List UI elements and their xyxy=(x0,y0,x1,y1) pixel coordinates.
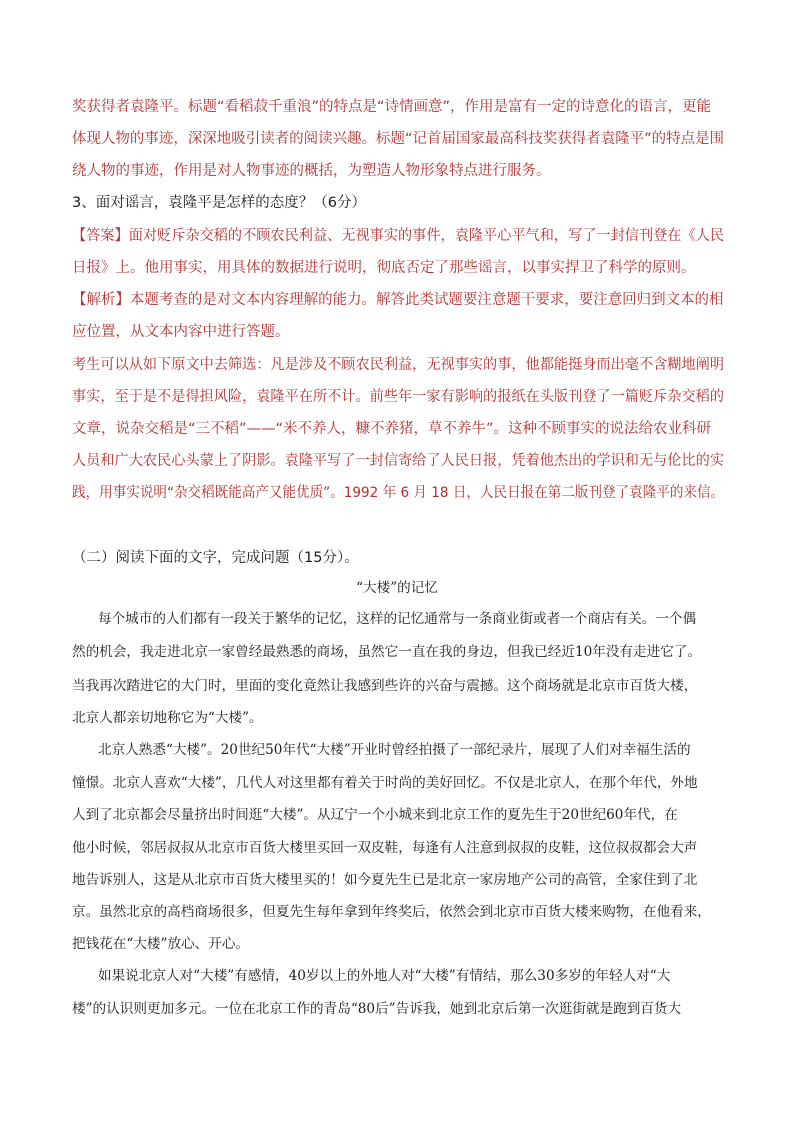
excerpt-line xyxy=(72,483,724,503)
article-line: 楼”的认识则更加多元。一位在北京工作的青岛“80后”告诉我，她到北京后第一次逛街就是跑到百货大 xyxy=(72,1001,682,1017)
question-3: 3、面对谣言，袁隆平是怎样的态度？（6分） xyxy=(72,195,366,211)
excerpt-line: 文章，说杂交稻是“三不稻”——“米不养人，糠不养猪，草不养牛”。这种不顾事实的说法给农业科研 xyxy=(72,421,712,437)
article-line: 地告诉别人，这是从北京市百货大楼里买的！如今夏先生已是北京一家房地产公司的高管，全家住到了北 xyxy=(72,872,698,888)
section-heading: （二）阅读下面的文字，完成问题（15分）。 xyxy=(72,550,359,566)
excerpt-line: 事实，至于是不是得担风险，袁隆平在所不计。前些年一家有影响的报纸在头版刊登了一篇贬斥杂交稻的 xyxy=(72,389,724,405)
article-line: 京。虽然北京的高档商场很多，但夏先生每年拿到年终奖后，依然会到北京市百货大楼来购物，在他看来， xyxy=(72,904,711,920)
article-line: 北京人都亲切地称它为“大楼”。 xyxy=(72,710,263,726)
analysis-tag: 【解析】 xyxy=(72,292,130,308)
analysis-line: 应位置，从文本内容中进行答题。 xyxy=(72,324,290,340)
analysis-line: 奖获得者袁隆平。标题“看稻菽千重浪”的特点是“诗情画意”，作用是富有一定的诗意化的语言，更能 xyxy=(72,99,712,115)
article-line: 然的机会，我走进北京一家曾经最熟悉的商场，虽然它一直在我的身边，但我已经近10年没有走进它了。 xyxy=(72,644,702,660)
analysis-line: 绕人物的事迹，作用是对人物事迹的概括，为塑造人物形象特点进行服务。 xyxy=(72,163,551,179)
analysis-text: 本题考查的是对文本内容理解的能力。解答此类试题要注意题干要求，要注意回归到文本的相 xyxy=(129,292,724,308)
article-line: 如果说北京人对“大楼”有感情，40岁以上的外地人对“大楼”有情结，那么30多岁的年轻人对“大 xyxy=(98,968,671,984)
article-line: 当我再次踏进它的大门时，里面的变化竟然让我感到些许的兴奋与震撼。这个商场就是北京市百货大楼， xyxy=(72,678,698,694)
article-line: 每个城市的人们都有一段关于繁华的记忆，这样的记忆通常与一条商业街或者一个商店有关。一个偶 xyxy=(98,611,697,627)
excerpt-text: 践，用事实说明 xyxy=(72,485,167,501)
article-line: 把钱花在“大楼”放心、开心。 xyxy=(72,936,250,952)
analysis-line xyxy=(72,290,724,310)
excerpt-quote: “杂交稻既能高产又能优质” xyxy=(166,485,331,501)
answer-text: 面对贬斥杂交稻的不顾农民利益、无视事实的事件，袁隆平心平气和，写了一封信刊登在《人民 xyxy=(128,228,724,244)
excerpt-text: 。1992 年 6 月 18 日，人民日报在第二版刊登了袁隆平的来信。 xyxy=(330,485,725,501)
excerpt-line: 考生可以从如下原文中去筛选：凡是涉及不顾农民利益，无视事实的事，他都能挺身而出毫不含糊地阐明 xyxy=(72,357,724,373)
article-title: “大楼”的记忆 xyxy=(356,580,438,596)
answer-line xyxy=(72,226,724,246)
answer-tag: 【答案】 xyxy=(72,228,129,244)
article-line: 人到了北京都会尽量挤出时间逛“大楼”。从辽宁一个小城来到北京工作的夏先生于20世纪60年代，在 xyxy=(72,807,678,823)
analysis-line: 体现人物的事迹，深深地吸引读者的阅读兴趣。标题“记首届国家最高科技奖获得者袁隆平”的特点是围 xyxy=(72,131,725,147)
excerpt-line: 人员和广大农民心头蒙上了阴影。袁隆平写了一封信寄给了人民日报，凭着他杰出的学识和无与伦比的实 xyxy=(72,453,724,469)
article-line: 憧憬。北京人喜欢“大楼”，几代人对这里都有着关于时尚的美好回忆。不仅是北京人，在那个年代，外地 xyxy=(72,775,698,791)
article-line: 北京人熟悉“大楼”。20世纪50年代“大楼”开业时曾经拍摄了一部纪录片，展现了人们对幸福生活的 xyxy=(98,742,691,758)
article-line: 他小时候，邻居叔叔从北京市百货大楼里买回一双皮鞋，每逢有人注意到叔叔的皮鞋，这位叔叔都会大声 xyxy=(72,840,698,856)
answer-line: 日报》上。他用事实，用具体的数据进行说明，彻底否定了那些谣言，以事实捍卫了科学的原则。 xyxy=(72,260,696,276)
